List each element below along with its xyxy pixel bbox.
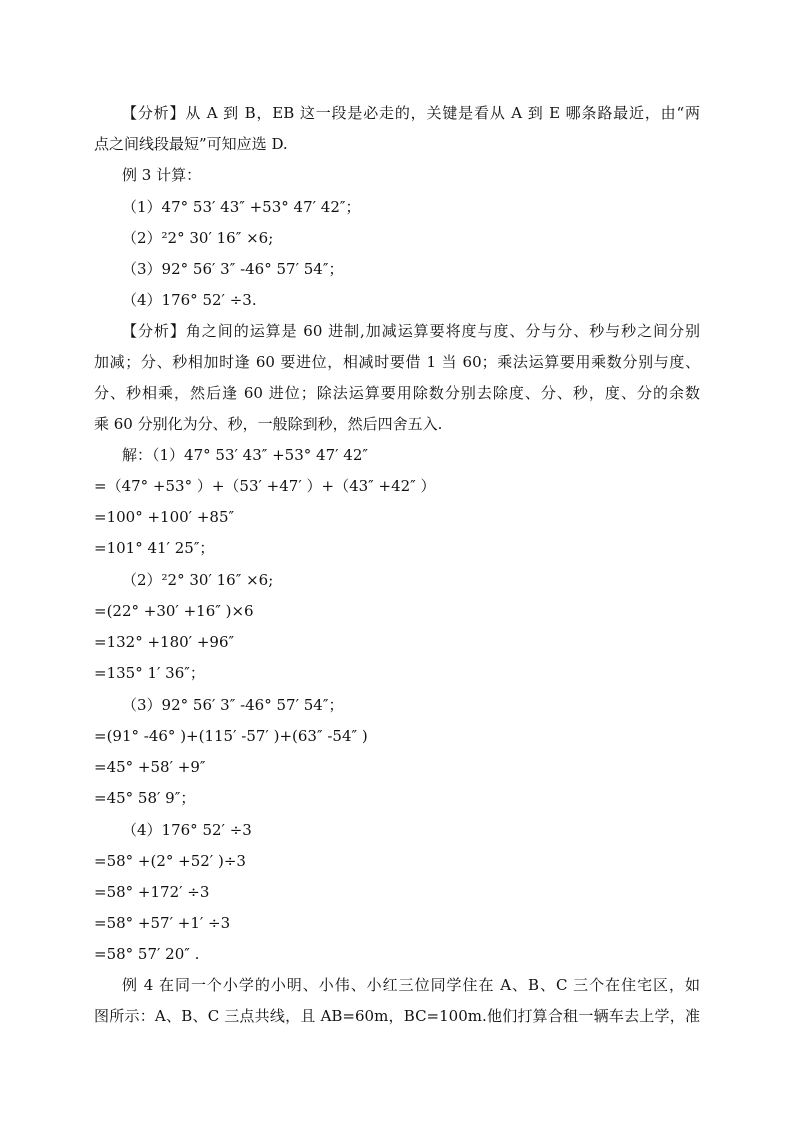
example-4-line-1: 例 4 在同一个小学的小明、小伟、小红三位同学住在 A、B、C 三个在住宅区，如	[122, 976, 700, 994]
analysis-2-line-4: 乘 60 分别化为分、秒，一般除到秒，然后四舍五入.	[94, 415, 443, 433]
solution-3-header: （3）92° 56′ 3″ -46° 57′ 54″；	[122, 696, 344, 714]
solution-2-header: （2）²2° 30′ 16″ ×6;	[122, 571, 274, 589]
solution-1-step-1: =（47° +53° ）+（53′ +47′ ）+（43″ +42″ ）	[94, 477, 436, 495]
solution-4-step-4: =58° 57′ 20″ .	[94, 945, 200, 963]
analysis-1-line-1: 【分析】从 A 到 B，EB 这一段是必走的，关键是看从 A 到 E 哪条路最近，由“两	[122, 104, 700, 122]
example-3-item-3: （3）92° 56′ 3″ -46° 57′ 54″；	[122, 260, 344, 278]
solution-4-header: （4）176° 52′ ÷3	[122, 821, 252, 839]
solution-3-step-2: =45° +58′ +9″	[94, 758, 206, 776]
analysis-2-line-2: 加减；分、秒相加时逢 60 要进位，相减时要借 1 当 60；乘法运算要用乘数分别与度、	[94, 353, 700, 371]
example-3-item-2: （2）²2° 30′ 16″ ×6;	[122, 229, 274, 247]
solution-2-step-1: =(22° +30′ +16″ )×6	[94, 602, 254, 620]
solution-4-step-1: =58° +(2° +52′ )÷3	[94, 852, 246, 870]
analysis-2-line-3: 分、秒相乘，然后逢 60 进位；除法运算要用除数分别去除度、分、秒，度、分的余数	[94, 384, 700, 402]
solution-4-step-3: =58° +57′ +1′ ÷3	[94, 914, 231, 932]
solution-1-step-3: =101° 41′ 25″；	[94, 539, 215, 557]
solution-2-step-3: =135° 1′ 36″；	[94, 664, 205, 682]
solution-1-step-2: =100° +100′ +85″	[94, 508, 235, 526]
analysis-1-line-2: 点之间线段最短”可知应选 D.	[94, 135, 288, 153]
solution-2-step-2: =132° +180′ +96″	[94, 633, 235, 651]
example-4-line-2: 图所示：A、B、C 三点共线，且 AB=60m，BC=100m.他们打算合租一辆车去上学，准	[94, 1007, 700, 1025]
example-3-item-4: （4）176° 52′ ÷3.	[122, 291, 257, 309]
example-3-item-1: （1）47° 53′ 43″ +53° 47′ 42″；	[122, 198, 361, 216]
solution-3-step-3: =45° 58′ 9″；	[94, 789, 196, 807]
solution-1-header: 解：（1）47° 53′ 43″ +53° 47′ 42″	[122, 446, 368, 464]
solution-3-step-1: =(91° -46° )+(115′ -57′ )+(63″ -54″ )	[94, 727, 368, 745]
example-3-heading: 例 3 计算：	[122, 166, 202, 184]
solution-4-step-2: =58° +172′ ÷3	[94, 883, 210, 901]
analysis-2-line-1: 【分析】角之间的运算是 60 进制,加减运算要将度与度、分与分、秒与秒之间分别	[122, 322, 700, 340]
